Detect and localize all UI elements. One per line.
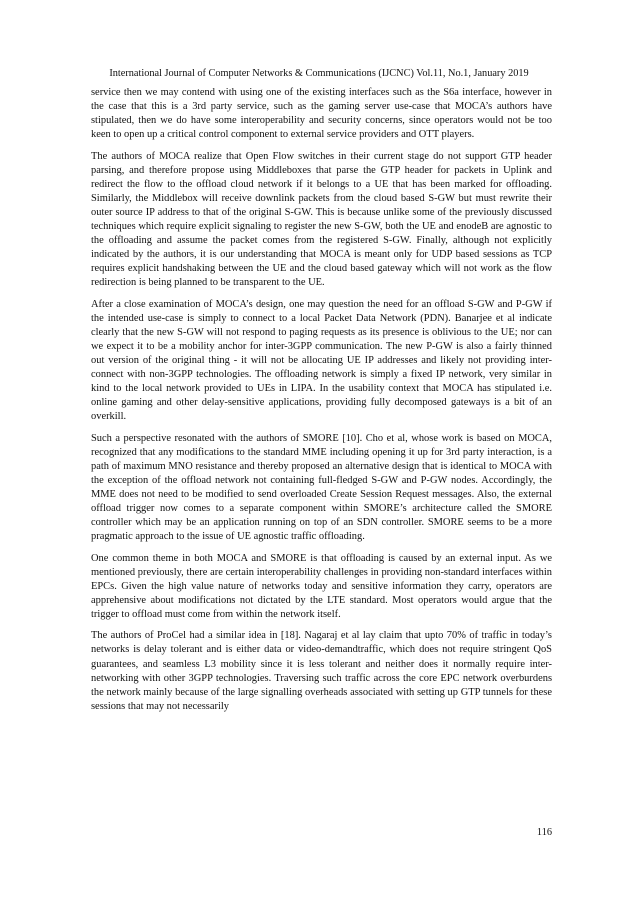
paragraph-3: After a close examination of MOCA’s design, one may question the need for an offload S-GW and P-GW if the intended use-case is simply to connect to a local Packet Data Network (PDN). Banarjee et al indicate clearly that the new S-GW will not respond to paging requests as its presence is oblivious to the UE; nor can we expect it to be a mobility anchor for inter-3GPP communication. The new P-GW is also a fairly thinned out version of the original thing - it will not be allocating UE IP addresses and likely not providing inter-connect with non-3GPP technologies. The offloading network is simply a fixed IP network, very similar in kind to the local network provided to UEs in LIPA. In the usability context that MOCA has stipulated i.e. online gaming and other delay-sensitive applications, providing fully decomposed gateways is a bit of an overkill. [91,298,552,423]
paragraph-6: The authors of ProCel had a similar idea in [18]. Nagaraj et al lay claim that upto 70% of traffic in today’s networks is delay tolerant and is either data or video-demandtraffic, which does not require stringent QoS guarantees, and seamless L3 mobility since it is less tolerant and neither does it normally require inter-networking with other 3GPP technologies. Traversing such traffic across the core EPC network overburdens the network mainly because of the large signalling overheads associated with setting up GTP tunnels for these sessions that may not necessarily [91,630,552,712]
body-text [91,86,552,721]
paragraph-4: Such a perspective resonated with the authors of SMORE [10]. Cho et al, whose work is based on MOCA, recognized that any modifications to the standard MME including opening it up for 3rd party interaction, is a path of maximum MNO resistance and thereby proposed an alternative design that is identical to MOCA with the exception of the offload network not containing full-fledged S-GW and P-GW nodes. Accordingly, the MME does not need to be modified to send overloaded Create Session Request messages. Also, the external offload trigger now comes to a separate component within SMORE’s architecture called the SMORE controller which may be an application running on top of an SDN controller. SMORE seems to be a more pragmatic approach to the issue of UE agnostic traffic offloading. [91,432,552,543]
paragraph-5: One common theme in both MOCA and SMORE is that offloading is caused by an external input. As we mentioned previously, there are certain interoperability challenges in providing non-standard interfaces within EPCs. Given the high value nature of networks today and sensitive information they carry, operators are apprehensive about modifications not dictated by the LTE standard. Most operators would argue that the trigger to offload must come from within the network itself. [91,552,552,621]
paragraph-1: service then we may contend with using one of the existing interfaces such as the S6a interface, however in the case that this is a 3rd party service, such as the gaming server use-case that MOCA’s authors have stipulated, then we do have some interoperability and security concerns, since operators would not be too keen to open up a critical control component to external service providers and OTT players. [91,87,552,141]
paragraph-2: The authors of MOCA realize that Open Flow switches in their current stage do not support GTP header parsing, and therefore propose using Middleboxes that parse the GTP header for packets in Uplink and redirect the flow to the offload cloud network if it belongs to a UE that has been marked for offloading. Similarly, the Middlebox will receive downlink packets from the cloud based S-GW but must rewrite their outer source IP address to that of the original S-GW. This is because unlike some of the previously discussed techniques which require explicit signaling to register the new S-GW, both the UE and enodeB are agnostic to the offloading and assume the packet comes from the registered S-GW. Finally, although not explicitly indicated by the authors, it is our understanding that MOCA is meant only for UDP based sessions as TCP requires explicit handshaking between the UE and the cloud based gateway which will not work as the flow redirection is being planned to be transparent to the UE. [91,150,552,289]
page-number: 116 [536,827,552,838]
running-header: International Journal of Computer Networks & Communications (IJCNC) Vol.11, No.1, January 2019 [109,68,529,79]
